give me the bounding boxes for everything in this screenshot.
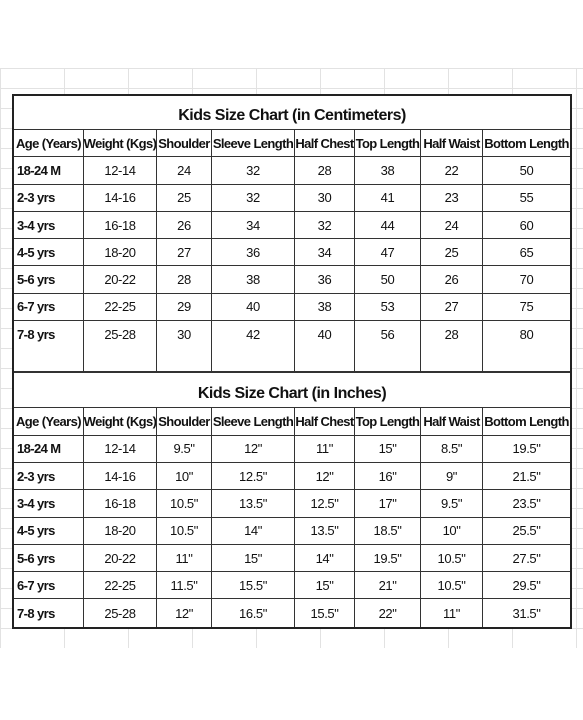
table-cell: 27 <box>157 239 212 265</box>
table-cell: 80 <box>519 327 534 343</box>
table-cell: 10.5" <box>421 545 483 571</box>
table-cell: 5-6 yrs <box>14 266 84 292</box>
inch-table-title: Kids Size Chart (in Inches) <box>14 372 570 408</box>
table-cell: 28 <box>295 157 355 183</box>
table-row <box>14 321 570 348</box>
table-cell: 20-22 <box>84 266 157 292</box>
table-cell: 44 <box>355 212 421 238</box>
table-cell: 22 <box>421 157 483 183</box>
spacer-row <box>14 348 570 372</box>
table-cell: 15" <box>212 545 295 571</box>
table-cell: 18-20 <box>84 518 157 544</box>
table-cell: 12.5" <box>295 490 355 516</box>
table-cell: 16" <box>355 463 421 489</box>
table-cell: 12-14 <box>84 436 157 462</box>
table-cell: 24 <box>421 212 483 238</box>
table-cell: 29.5" <box>512 577 541 593</box>
table-cell: 40 <box>295 321 355 348</box>
column-header: Bottom Length <box>484 135 569 151</box>
table-row <box>14 518 570 545</box>
column-header: Half Waist <box>421 408 483 434</box>
table-cell: 11" <box>295 436 355 462</box>
table-cell: 32 <box>212 157 295 183</box>
table-row <box>14 599 570 626</box>
table-cell: 7-8 yrs <box>14 599 84 626</box>
table-cell: 23.5" <box>512 495 541 511</box>
column-header: Weight (Kgs) <box>84 130 157 156</box>
column-header: Sleeve Length <box>212 130 295 156</box>
table-cell: 17" <box>355 490 421 516</box>
table-cell: 18-24 M <box>14 157 84 183</box>
size-chart <box>12 94 572 629</box>
table-cell: 16-18 <box>84 490 157 516</box>
table-cell: 14-16 <box>84 463 157 489</box>
table-cell: 7-8 yrs <box>14 321 84 348</box>
table-cell: 2-3 yrs <box>14 463 84 489</box>
table-cell: 60 <box>519 217 534 233</box>
table-cell: 15" <box>355 436 421 462</box>
column-header: Age (Years) <box>14 408 84 434</box>
table-cell: 19.5" <box>512 441 541 457</box>
table-cell: 50 <box>355 266 421 292</box>
table-cell: 34 <box>295 239 355 265</box>
table-cell: 25-28 <box>84 599 157 626</box>
table-cell: 24 <box>157 157 212 183</box>
table-cell: 31.5" <box>512 605 541 621</box>
table-row <box>14 212 570 239</box>
inch-table-body <box>14 436 570 627</box>
table-cell: 14" <box>212 518 295 544</box>
table-cell: 22-25 <box>84 294 157 320</box>
table-row <box>14 572 570 599</box>
table-cell: 12" <box>295 463 355 489</box>
table-cell: 3-4 yrs <box>14 490 84 516</box>
table-cell: 5-6 yrs <box>14 545 84 571</box>
table-cell: 15.5" <box>212 572 295 598</box>
table-cell: 9.5" <box>157 436 212 462</box>
table-cell: 55 <box>519 190 534 206</box>
column-header: Half Chest <box>295 130 355 156</box>
column-header: Weight (Kgs) <box>84 408 157 434</box>
table-row <box>14 185 570 212</box>
table-cell: 40 <box>212 294 295 320</box>
table-cell: 12-14 <box>84 157 157 183</box>
table-cell: 15" <box>295 572 355 598</box>
column-header: Bottom Length <box>484 414 569 430</box>
table-cell: 32 <box>295 212 355 238</box>
table-cell: 18-24 M <box>14 436 84 462</box>
cm-table-title: Kids Size Chart (in Centimeters) <box>14 96 570 130</box>
table-cell: 22-25 <box>84 572 157 598</box>
table-row <box>14 490 570 517</box>
table-cell: 12" <box>157 599 212 626</box>
column-header: Top Length <box>355 408 421 434</box>
table-cell: 38 <box>212 266 295 292</box>
table-cell: 12.5" <box>212 463 295 489</box>
table-cell: 4-5 yrs <box>14 518 84 544</box>
table-row <box>14 157 570 184</box>
table-cell: 34 <box>212 212 295 238</box>
table-row <box>14 239 570 266</box>
table-cell: 6-7 yrs <box>14 572 84 598</box>
table-cell: 30 <box>157 321 212 348</box>
table-cell: 11" <box>157 545 212 571</box>
table-cell: 12" <box>212 436 295 462</box>
table-cell: 26 <box>157 212 212 238</box>
table-row <box>14 463 570 490</box>
table-cell: 38 <box>355 157 421 183</box>
table-cell: 11.5" <box>157 572 212 598</box>
table-cell: 16-18 <box>84 212 157 238</box>
table-cell: 13.5" <box>212 490 295 516</box>
table-cell: 47 <box>355 239 421 265</box>
column-header: Age (Years) <box>14 130 84 156</box>
column-header: Half Chest <box>295 408 355 434</box>
table-cell: 28 <box>421 321 483 348</box>
table-cell: 25.5" <box>512 523 541 539</box>
table-cell: 9" <box>421 463 483 489</box>
table-cell: 50 <box>519 162 534 178</box>
table-cell: 36 <box>295 266 355 292</box>
table-cell: 18.5" <box>355 518 421 544</box>
table-cell: 29 <box>157 294 212 320</box>
table-cell: 22" <box>355 599 421 626</box>
table-cell: 21.5" <box>512 468 541 484</box>
table-cell: 25-28 <box>84 321 157 348</box>
table-cell: 70 <box>519 272 534 288</box>
table-cell: 27.5" <box>512 550 541 566</box>
table-cell: 13.5" <box>295 518 355 544</box>
table-cell: 18-20 <box>84 239 157 265</box>
table-cell: 30 <box>295 185 355 211</box>
table-row <box>14 436 570 463</box>
table-cell: 65 <box>519 244 534 260</box>
table-cell: 27 <box>421 294 483 320</box>
table-cell: 25 <box>157 185 212 211</box>
table-cell: 11" <box>421 599 483 626</box>
cm-table-body <box>14 157 570 348</box>
column-header: Top Length <box>355 130 421 156</box>
table-cell: 23 <box>421 185 483 211</box>
column-header: Sleeve Length <box>212 408 295 434</box>
table-cell: 10.5" <box>157 490 212 516</box>
table-cell: 9.5" <box>421 490 483 516</box>
table-cell: 41 <box>355 185 421 211</box>
table-cell: 10.5" <box>421 572 483 598</box>
table-row <box>14 266 570 293</box>
table-cell: 32 <box>212 185 295 211</box>
table-cell: 14-16 <box>84 185 157 211</box>
table-cell: 42 <box>212 321 295 348</box>
table-cell: 8.5" <box>421 436 483 462</box>
column-header: Half Waist <box>421 130 483 156</box>
table-cell: 10.5" <box>157 518 212 544</box>
table-cell: 10" <box>157 463 212 489</box>
table-cell: 56 <box>355 321 421 348</box>
table-cell: 38 <box>295 294 355 320</box>
column-header: Shoulder <box>157 408 212 434</box>
table-cell: 2-3 yrs <box>14 185 84 211</box>
table-cell: 25 <box>421 239 483 265</box>
table-row <box>14 545 570 572</box>
table-row <box>14 294 570 321</box>
table-cell: 19.5" <box>355 545 421 571</box>
table-cell: 15.5" <box>295 599 355 626</box>
table-cell: 4-5 yrs <box>14 239 84 265</box>
table-cell: 75 <box>519 299 534 315</box>
table-cell: 53 <box>355 294 421 320</box>
table-cell: 28 <box>157 266 212 292</box>
inch-header-row <box>14 408 570 435</box>
table-cell: 36 <box>212 239 295 265</box>
table-cell: 14" <box>295 545 355 571</box>
table-cell: 20-22 <box>84 545 157 571</box>
table-cell: 6-7 yrs <box>14 294 84 320</box>
table-cell: 26 <box>421 266 483 292</box>
table-cell: 10" <box>421 518 483 544</box>
column-header: Shoulder <box>157 130 212 156</box>
table-cell: 16.5" <box>212 599 295 626</box>
table-cell: 3-4 yrs <box>14 212 84 238</box>
cm-header-row <box>14 130 570 157</box>
table-cell: 21" <box>355 572 421 598</box>
